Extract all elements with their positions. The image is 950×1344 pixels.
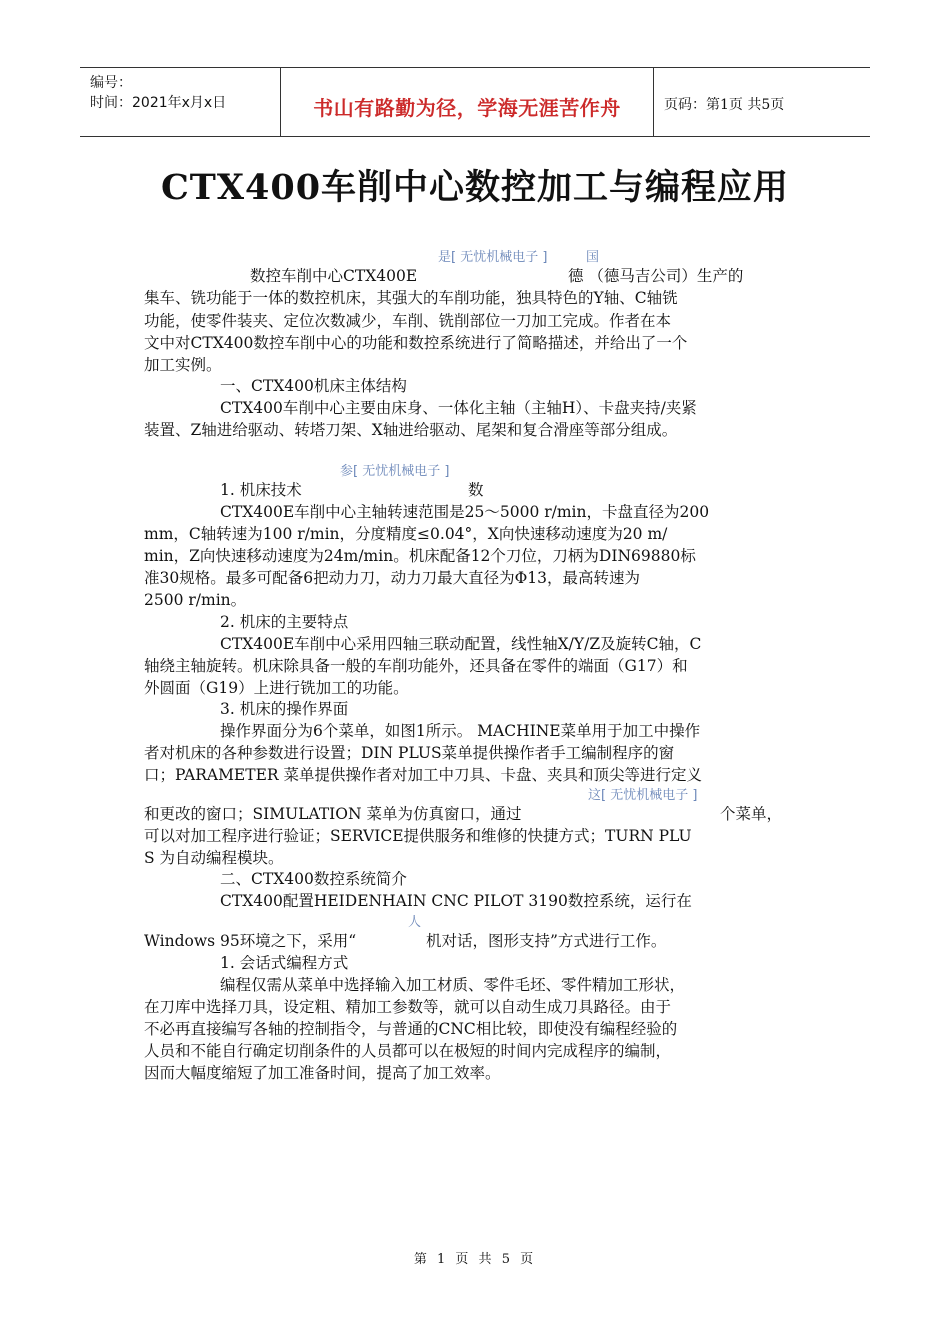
- header-motto-cell: [281, 68, 654, 136]
- subsection-heading: 2. 机床的主要特点: [220, 613, 349, 631]
- text-line: CTX400E车削中心主轴转速范围是25～5000 r/min，卡盘直径为200: [220, 503, 710, 521]
- subsection-heading: 3. 机床的操作界面: [220, 700, 349, 718]
- text-line: 2500 r/min。: [144, 591, 247, 609]
- text-line: 加工实例。: [144, 356, 222, 374]
- watermark-1: 是[ 无忧机械电子 ]: [438, 250, 548, 265]
- text-line: 编程仅需从菜单中选择输入加工材质、零件毛坯、零件精加工形状，: [220, 976, 686, 994]
- text-line: 集车、铣功能于一体的数控机床，其强大的车削功能，独具特色的Y轴、C轴铣: [144, 289, 678, 307]
- header-motto: 书山有路勤为径，学海无涯苦作舟: [313, 96, 621, 120]
- text-line: 在刀库中选择刀具，设定粗、精加工参数等，就可以自动生成刀具路径。由于: [144, 998, 672, 1016]
- subsection-heading-tail: 数: [468, 481, 484, 499]
- text-line: 人员和不能自行确定切削条件的人员都可以在极短的时间内完成程序的编制，: [144, 1042, 672, 1060]
- text-line: 个菜单，: [720, 805, 783, 823]
- text-line: 轴绕主轴旋转。机床除具备一般的车削功能外，还具备在零件的端面（G17）和: [144, 657, 688, 675]
- section-heading: 一、CTX400机床主体结构: [220, 377, 407, 395]
- header-page-info: 页码：第1页 共5页: [664, 97, 785, 113]
- text-line: 文中对CTX400数控车削中心的功能和数控系统进行了简略描述，并给出了一个: [144, 334, 688, 352]
- header-table: [80, 67, 870, 137]
- text-line: CTX400车削中心主要由床身、一体化主轴（主轴H）、卡盘夹持/夹紧: [220, 399, 697, 417]
- doc-code-label: 编号：: [90, 75, 132, 91]
- text-line: Windows 95环境之下，采用“: [144, 932, 357, 950]
- watermark-3: 这[ 无忧机械电子 ]: [588, 788, 698, 803]
- watermark-4: 人: [408, 915, 422, 930]
- header-meta-cell: [80, 68, 281, 136]
- text-line: 不必再直接编写各轴的控制指令，与普通的CNC相比较，即使没有编程经验的: [144, 1020, 678, 1038]
- text-line: 可以对加工程序进行验证；SERVICE提供服务和维修的快捷方式；TURN PLU: [144, 827, 692, 845]
- text-line: 德 （德马吉公司）生产的: [568, 267, 744, 285]
- text-line: mm，C轴转速为100 r/min，分度精度≤0.04°，X向快速移动速度为20 m/: [144, 525, 668, 543]
- subsection-heading: 1. 机床技术: [220, 481, 302, 499]
- text-line: min，Z向快速移动速度为24m/min。机床配备12个刀位，刀柄为DIN69880标: [144, 547, 696, 565]
- header-page-cell: [654, 68, 870, 136]
- text-line: 装置、Z轴进给驱动、转塔刀架、X轴进给驱动、尾架和复合滑座等部分组成。: [144, 421, 678, 439]
- text-line: 因而大幅度缩短了加工准备时间，提高了加工效率。: [144, 1064, 501, 1082]
- text-line: S 为自动编程模块。: [144, 849, 284, 867]
- text-line: 口；PARAMETER 菜单提供操作者对加工中刀具、卡盘、夹具和顶尖等进行定义: [144, 766, 703, 784]
- subsection-heading: 1. 会话式编程方式: [220, 954, 349, 972]
- text-line: 准30规格。最多可配备6把动力刀，动力刀最大直径为Φ13，最高转速为: [144, 569, 641, 587]
- text-line: 操作界面分为6个菜单，如图1所示。 MACHINE菜单用于加工中操作: [220, 722, 701, 740]
- watermark-2: 参[ 无忧机械电子 ]: [340, 464, 450, 479]
- text-line: CTX400E车削中心采用四轴三联动配置，线性轴X/Y/Z及旋转C轴，C: [220, 635, 702, 653]
- text-line: 外圆面（G19）上进行铣加工的功能。: [144, 679, 409, 697]
- text-line: 机对话，图形支持”方式进行工作。: [426, 932, 667, 950]
- page-footer: 第 1 页 共 5 页: [413, 1252, 537, 1267]
- section-heading: 二、CTX400数控系统简介: [220, 870, 407, 888]
- text-line: 者对机床的各种参数进行设置；DIN PLUS菜单提供操作者手工编制程序的窗: [144, 744, 675, 762]
- watermark-1b: 国: [586, 250, 600, 265]
- doc-date: 时间：2021年x月x日: [90, 95, 227, 111]
- doc-title: CTX400车削中心数控加工与编程应用: [160, 167, 790, 208]
- text-line: 数控车削中心CTX400E: [250, 267, 418, 285]
- text-line: 和更改的窗口；SIMULATION 菜单为仿真窗口，通过: [144, 805, 522, 823]
- text-line: 功能，使零件装夹、定位次数减少，车削、铣削部位一刀加工完成。作者在本: [144, 312, 672, 330]
- text-line: CTX400配置HEIDENHAIN CNC PILOT 3190数控系统，运行在: [220, 892, 692, 910]
